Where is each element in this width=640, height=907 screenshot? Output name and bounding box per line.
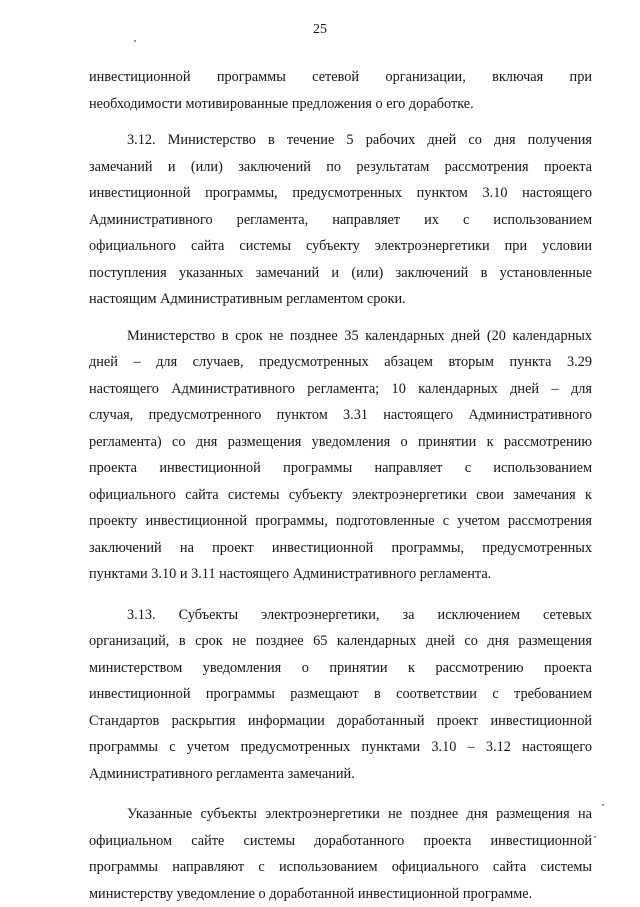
- text-line: программы направляют с использованием официального сайта системы: [89, 854, 592, 881]
- paragraph-ministry-deadline: [89, 323, 592, 588]
- text-line: официального сайта системы субъекту электроэнергетики при условии: [89, 233, 592, 260]
- text-line: официального сайта системы субъекту электроэнергетики свои замечания к: [89, 482, 592, 509]
- text-line: регламента) со дня размещения уведомления о принятии к рассмотрению: [89, 429, 592, 456]
- text-line: заключений на проект инвестиционной программы, предусмотренных: [89, 535, 592, 562]
- text-line: инвестиционной программы сетевой организации, включая при: [89, 64, 592, 91]
- text-line: министерству уведомление о доработанной инвестиционной программе.: [89, 881, 592, 907]
- text-line: министерством уведомления о принятии к рассмотрению проекта: [89, 655, 592, 682]
- text-line: Административного регламента, направляет их с использованием: [89, 207, 592, 234]
- scan-speck: [602, 804, 604, 806]
- text-line: Административного регламента замечаний.: [89, 761, 592, 788]
- text-line: настоящим Административным регламентом сроки.: [89, 286, 592, 313]
- text-line: инвестиционной программы размещают в соответствии с требованием: [89, 681, 592, 708]
- text-line: Стандартов раскрытия информации доработанный проект инвестиционной: [89, 708, 592, 735]
- paragraph-entities-notification: [89, 801, 592, 907]
- text-line: 3.13. Субъекты электроэнергетики, за исключением сетевых: [89, 602, 592, 629]
- document-body: [89, 64, 592, 907]
- text-line: замечаний и (или) заключений по результатам рассмотрения проекта: [89, 154, 592, 181]
- text-line: поступления указанных замечаний и (или) заключений в установленные: [89, 260, 592, 287]
- text-line: проекта инвестиционной программы направляет с использованием: [89, 455, 592, 482]
- page-number: 25: [0, 22, 640, 38]
- paragraph-clause-3-12: [89, 127, 592, 313]
- text-line: Указанные субъекты электроэнергетики не позднее дня размещения на: [89, 801, 592, 828]
- scan-speck: [134, 40, 136, 42]
- text-line: проекту инвестиционной программы, подготовленные с учетом рассмотрения: [89, 508, 592, 535]
- text-line: 3.12. Министерство в течение 5 рабочих дней со дня получения: [89, 127, 592, 154]
- text-line: Министерство в срок не позднее 35 календарных дней (20 календарных: [89, 323, 592, 350]
- scan-speck: [594, 836, 596, 838]
- text-line: дней – для случаев, предусмотренных абзацем вторым пункта 3.29: [89, 349, 592, 376]
- text-line: случая, предусмотренного пунктом 3.31 настоящего Административного: [89, 402, 592, 429]
- paragraph-clause-3-13: [89, 602, 592, 788]
- paragraph-continuation: [89, 64, 592, 117]
- text-line: необходимости мотивированные предложения о его доработке.: [89, 91, 592, 118]
- text-line: инвестиционной программы, предусмотренных пунктом 3.10 настоящего: [89, 180, 592, 207]
- text-line: программы с учетом предусмотренных пунктами 3.10 – 3.12 настоящего: [89, 734, 592, 761]
- text-line: организаций, в срок не позднее 65 календарных дней со дня размещения: [89, 628, 592, 655]
- text-line: пунктами 3.10 и 3.11 настоящего Административного регламента.: [89, 561, 592, 588]
- text-line: настоящего Административного регламента; 10 календарных дней – для: [89, 376, 592, 403]
- text-line: официальном сайте системы доработанного проекта инвестиционной: [89, 828, 592, 855]
